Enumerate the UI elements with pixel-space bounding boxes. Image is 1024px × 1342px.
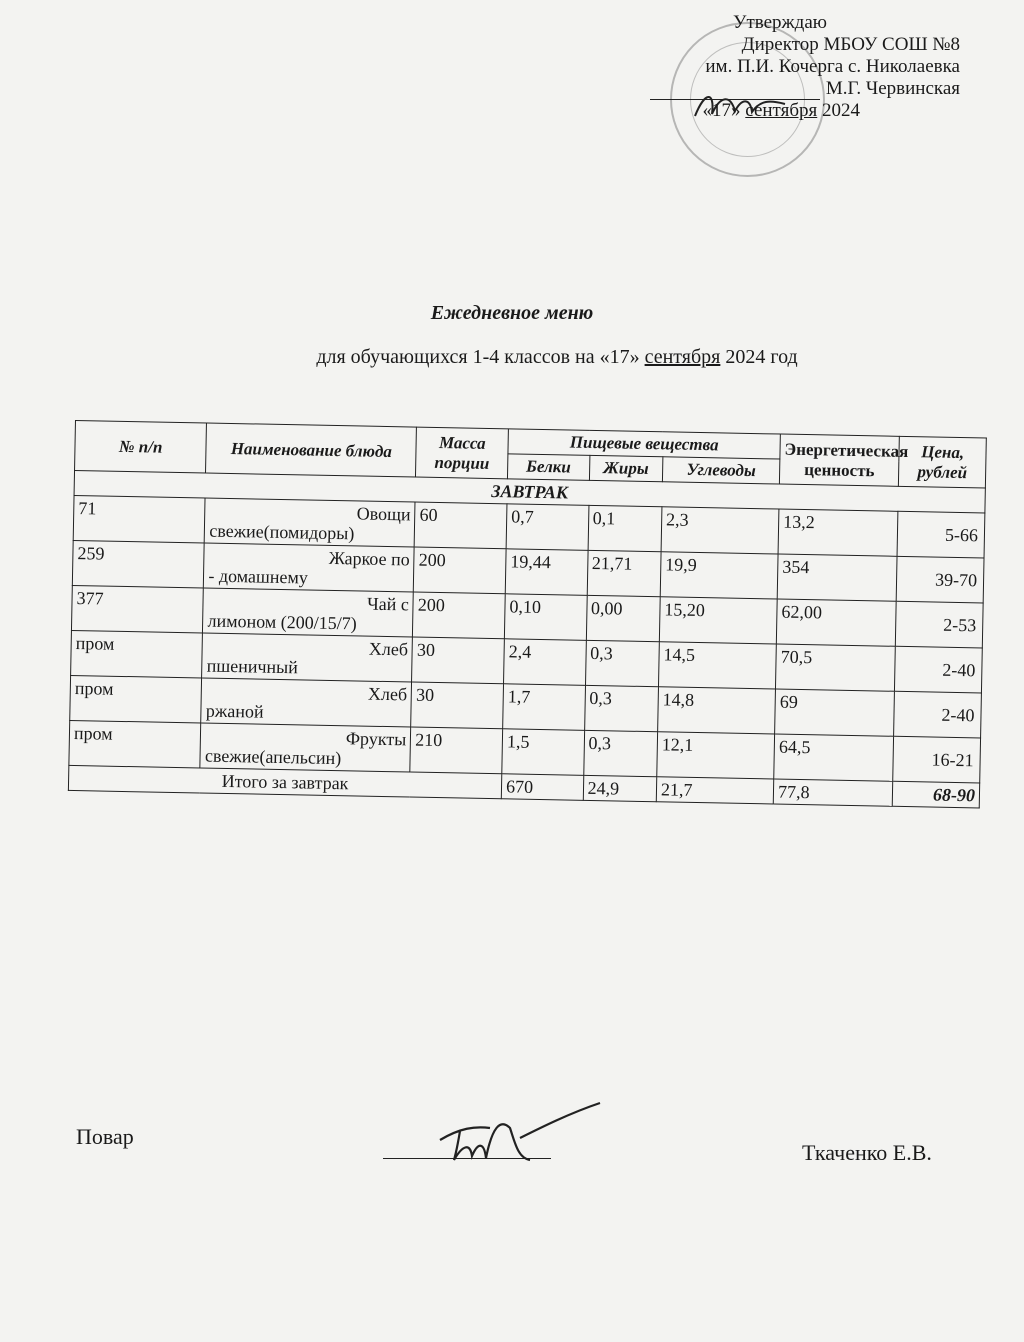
row-carbs: 19,9 xyxy=(660,552,778,599)
row-name-line2: свежие(помидоры) xyxy=(209,520,355,544)
header-energy: Энергетическая ценность xyxy=(779,434,899,486)
total-protein: 24,9 xyxy=(583,775,657,801)
row-name xyxy=(201,678,412,727)
row-num: 377 xyxy=(71,585,203,633)
row-protein: 1,7 xyxy=(503,684,585,731)
row-carbs: 14,8 xyxy=(658,687,776,734)
row-num: 259 xyxy=(72,540,204,588)
row-name-line1: Хлеб xyxy=(367,683,408,705)
menu-table xyxy=(68,420,987,808)
row-protein: 0,7 xyxy=(506,504,588,551)
row-fat: 0,3 xyxy=(583,730,657,776)
row-name-line2: пшеничный xyxy=(206,655,299,678)
cook-name: Ткаченко Е.В. xyxy=(802,1140,932,1165)
cook-label: Повар xyxy=(76,1124,134,1149)
approval-date-day: «17» xyxy=(702,100,741,121)
header-name: Наименование блюда xyxy=(206,423,417,477)
row-price: 2-40 xyxy=(895,646,983,693)
row-name xyxy=(202,633,413,682)
header-fat: Жиры xyxy=(589,455,663,481)
row-name-line1: Фрукты xyxy=(345,728,407,750)
row-protein: 1,5 xyxy=(502,729,584,776)
total-fat: 21,7 xyxy=(656,777,774,804)
subtitle-month: сентября xyxy=(644,346,721,368)
row-num: пром xyxy=(71,630,203,678)
row-name-line2: свежие(апельсин) xyxy=(204,745,342,769)
approval-school: им. П.И. Кочерга с. Николаевка xyxy=(705,56,960,77)
row-protein: 19,44 xyxy=(505,549,587,596)
row-num: пром xyxy=(70,675,202,723)
cook-signature-line xyxy=(383,1158,551,1159)
row-mass: 60 xyxy=(414,502,507,549)
row-energy: 62,00 xyxy=(776,599,896,646)
row-mass: 200 xyxy=(414,547,507,594)
row-carbs: 14,5 xyxy=(658,642,776,689)
subtitle-prefix: для обучающихся 1-4 классов на «17» xyxy=(316,346,640,368)
total-carbs: 77,8 xyxy=(773,779,893,806)
director-name: М.Г. Червинская xyxy=(825,78,960,99)
row-price: 39-70 xyxy=(896,556,984,603)
row-name-line2: ржаной xyxy=(205,700,264,722)
row-fat: 21,71 xyxy=(587,550,661,596)
document-title: Ежедневное меню xyxy=(430,302,594,324)
row-name-line1: Жаркое по xyxy=(328,547,410,570)
subtitle-suffix: 2024 год xyxy=(720,346,798,368)
row-name xyxy=(205,498,416,547)
row-fat: 0,3 xyxy=(585,640,659,686)
approval-date-month: сентября xyxy=(745,100,818,121)
row-mass: 210 xyxy=(410,727,503,774)
row-mass: 200 xyxy=(413,592,506,639)
document-subtitle xyxy=(0,346,1024,369)
row-price: 16-21 xyxy=(893,736,981,783)
row-energy: 13,2 xyxy=(778,509,898,556)
approval-position: Директор МБОУ СОШ №8 xyxy=(741,34,960,55)
row-carbs: 12,1 xyxy=(657,732,775,779)
row-name xyxy=(200,723,411,772)
row-carbs: 15,20 xyxy=(659,597,777,644)
total-mass: 670 xyxy=(501,774,583,801)
signature-underline xyxy=(650,81,820,100)
row-name xyxy=(203,588,414,637)
approval-block xyxy=(560,12,960,122)
row-mass: 30 xyxy=(412,637,505,684)
row-protein: 2,4 xyxy=(504,639,586,686)
row-name xyxy=(204,543,415,592)
cook-signature xyxy=(420,1098,610,1173)
row-name-line1: Овощи xyxy=(356,503,411,525)
header-nutrients: Пищевые вещества xyxy=(508,429,780,459)
total-price: 68-90 xyxy=(893,781,980,808)
row-price: 5-66 xyxy=(897,511,985,558)
row-energy: 354 xyxy=(777,554,897,601)
row-num: 71 xyxy=(73,495,205,543)
row-protein: 0,10 xyxy=(504,594,586,641)
total-label: Итого за завтрак xyxy=(68,765,501,798)
row-name-line1: Хлеб xyxy=(368,638,409,660)
row-fat: 0,3 xyxy=(584,685,658,731)
row-price: 2-40 xyxy=(894,691,982,738)
header-carbs: Углеводы xyxy=(662,457,780,484)
approval-date xyxy=(560,100,960,122)
row-fat: 0,00 xyxy=(586,595,660,641)
header-mass: Масса порции xyxy=(416,427,509,479)
row-energy: 64,5 xyxy=(774,734,894,781)
section-title: ЗАВТРАК xyxy=(74,471,985,513)
header-price: Цена, рублей xyxy=(899,436,987,488)
approval-date-year: 2024 xyxy=(822,100,860,121)
row-energy: 69 xyxy=(775,689,895,736)
row-price: 2-53 xyxy=(896,601,984,648)
header-protein: Белки xyxy=(507,454,589,481)
row-name-line1: Чай с xyxy=(366,593,410,615)
approval-heading: Утверждаю xyxy=(733,12,827,33)
row-name-line2: - домашнему xyxy=(208,565,309,588)
row-mass: 30 xyxy=(411,682,504,729)
row-carbs: 2,3 xyxy=(661,507,779,554)
row-name-line2: лимоном (200/15/7) xyxy=(207,610,357,634)
row-energy: 70,5 xyxy=(776,644,896,691)
header-num: № п/п xyxy=(75,421,207,474)
row-fat: 0,1 xyxy=(588,505,662,551)
approval-signature-line xyxy=(560,78,960,100)
row-num: пром xyxy=(69,720,201,768)
